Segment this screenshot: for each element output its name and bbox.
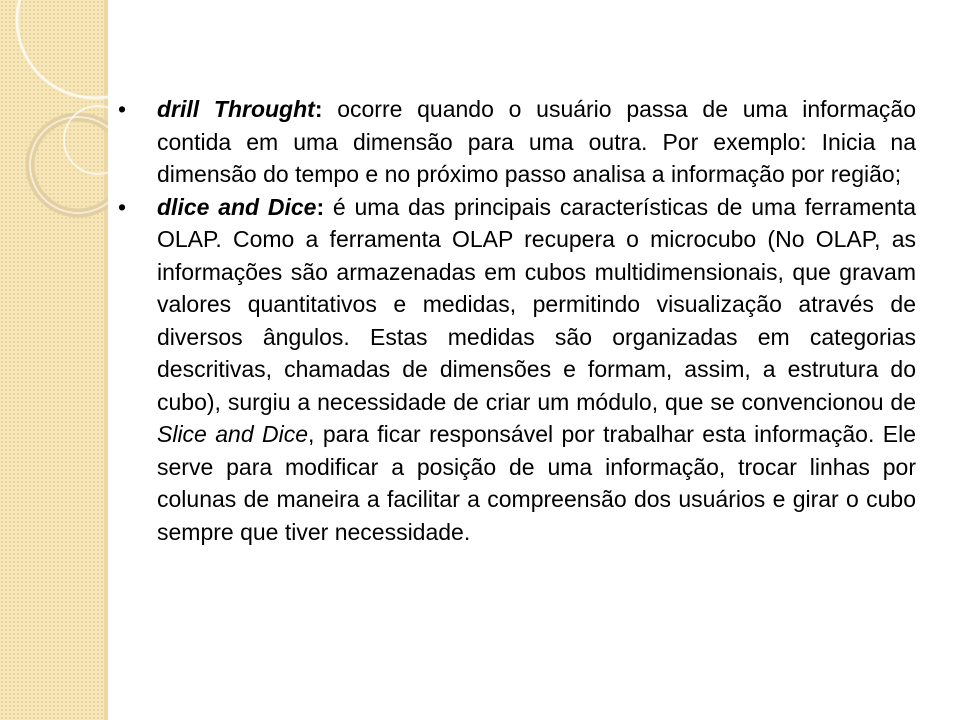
definition-text-part2: , para ficar responsável por trabalhar esta informação. Ele serve para modificar a posição de uma informação, trocar linhas por colunas de maneira a facilitar a compreensão dos usuários e girar o cubo sempre que tiver necessidade. xyxy=(157,421,916,545)
slice-and-dice-emphasis: Slice and Dice xyxy=(157,421,309,447)
definition-text-part1: é uma das principais características de uma ferramenta OLAP. Como a ferramenta OLAP recupera o microcubo (No OLAP, as informações são armazenadas em cubos multidimensionais, que gravam valores quantitativos e medidas, permitindo visualização através de diversos ângulos. Estas medidas são organizadas em categorias descritivas, chamadas de dimensões e formam, assim, a estrutura do cubo), surgiu a necessidade de criar um módulo, que se convencionou de xyxy=(157,193,917,415)
bullet-dlice-and-dice xyxy=(116,191,916,549)
decorative-rings xyxy=(0,0,108,300)
bullet-drill-throught xyxy=(116,93,916,191)
bullet-dot: • xyxy=(118,193,127,220)
slide-body xyxy=(116,93,916,548)
term-colon: : xyxy=(316,193,325,220)
bullet-dot: • xyxy=(118,96,127,122)
definition-text: ocorre quando o usuário passa de uma informação contida em uma dimensão para uma outra. Por exemplo: Inicia na dimensão do tempo e no próximo passo analisa a informação por região; xyxy=(157,96,916,187)
bullet-text xyxy=(157,191,916,549)
ring-medium xyxy=(30,117,108,213)
term-colon: : xyxy=(314,96,323,122)
ring-large xyxy=(17,0,108,98)
term-drill-throught: drill Throught xyxy=(157,96,315,122)
term-dlice-and-dice: dlice and Dice xyxy=(157,193,317,220)
bullet-text xyxy=(157,93,916,191)
